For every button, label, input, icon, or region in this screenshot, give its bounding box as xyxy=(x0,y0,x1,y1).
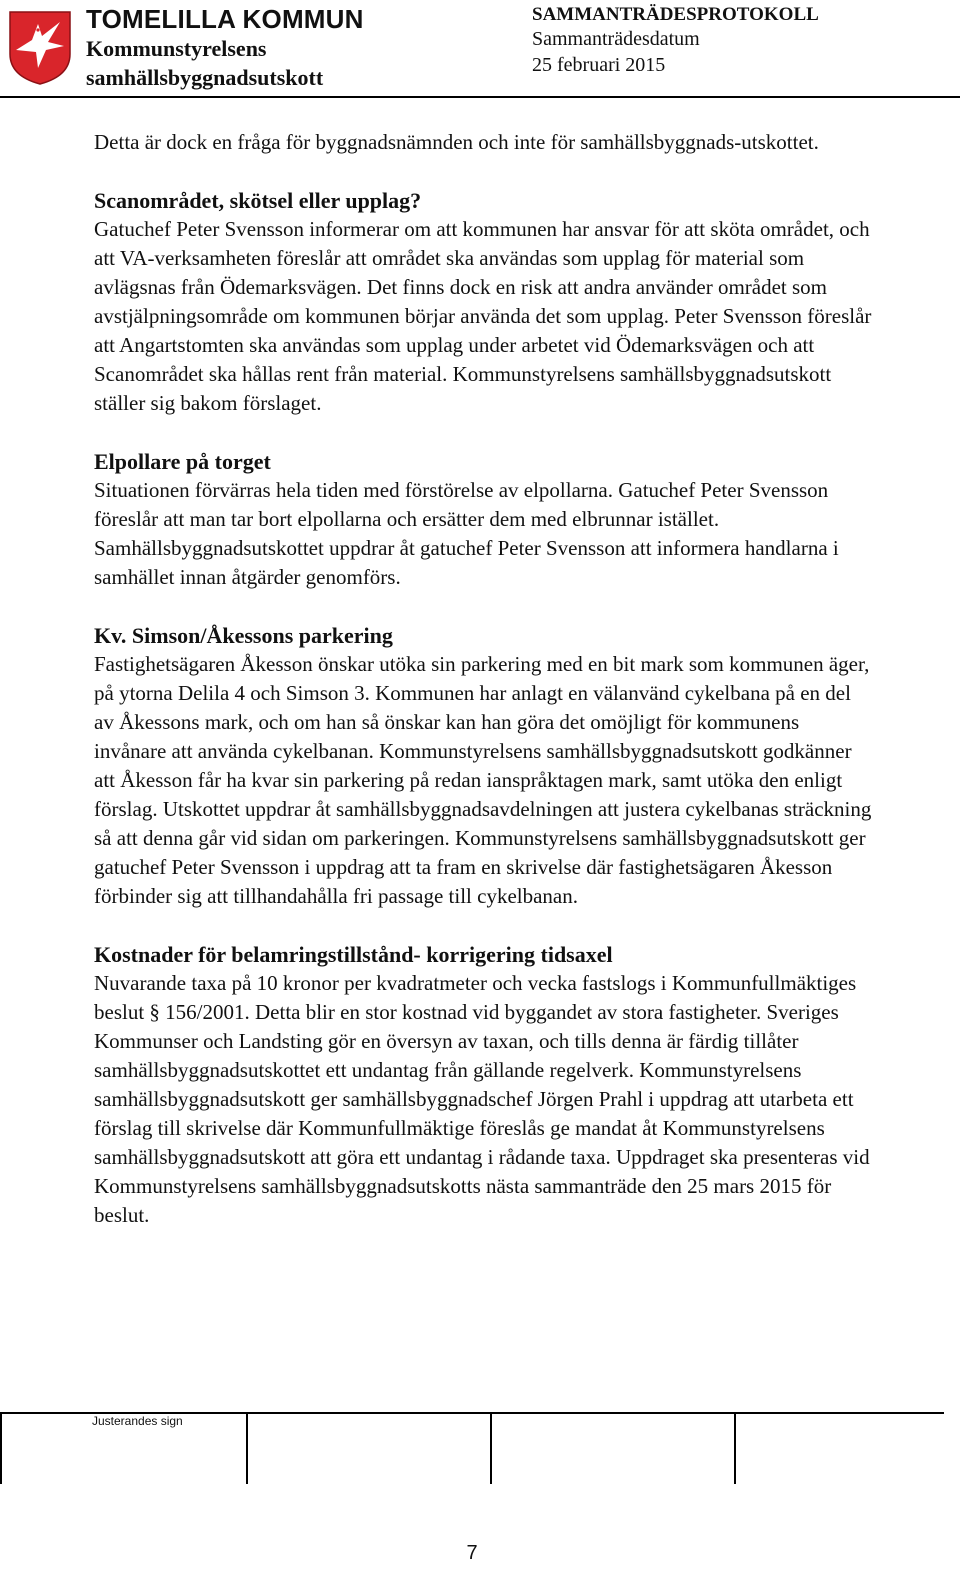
section-heading-belamringstillstand: Kostnader för belamringstillstånd- korrigering tidsaxel xyxy=(94,942,613,967)
section-body-belamringstillstand: Nuvarande taxa på 10 kronor per kvadratmeter och vecka fastslogs i Kommunfullmäktiges beslut § 156/2001. Detta blir en stor kostnad vid byggandet av stora fastigheter. Sveriges Kommunser och Landsting gör en översyn av taxan, och tills denna är färdig tillåter samhällsbyggnadsutskottet ett undantag från gällande regelverk. Kommunstyrelsens samhällsbyggnadsutskott ger samhällsbyggnadschef Jörgen Prahl i uppdrag att utarbeta ett förslag till skrivelse där Kommunfullmäktige föreslås ge mandat åt Kommunstyrelsens samhällsbyggnadsutskott att göra ett undantag i rådande taxa. Uppdraget ska presenteras vid Kommunstyrelsens samhällsbyggnadsutskotts nästa sammanträde den 25 mars 2015 för beslut. xyxy=(94,971,870,1227)
organization-name: TOMELILLA KOMMUN xyxy=(86,4,364,34)
intro-paragraph: Detta är dock en fråga för byggnadsnämnden och inte för samhällsbyggnads-utskottet. xyxy=(94,130,819,154)
page-number: 7 xyxy=(466,1542,478,1564)
signature-cell xyxy=(492,1414,736,1484)
meeting-date-label: Sammanträdesdatum xyxy=(532,28,700,50)
document-body xyxy=(94,128,874,1230)
section-body-scanomradet: Gatuchef Peter Svensson informerar om att kommunen har ansvar för att sköta området, och att VA-verksamheten föreslår att området ska användas som upplag för material som avlägsnas från Ödemarksvägen. Det finns dock en risk att andra använder området som avstjälpningsområde om kommunen börjar använda det som upplag. Peter Svensson föreslår att Angartstomten ska användas som upplag under arbetet vid Ödemarksvägen och att Scanområdet ska hållas rent från material. Kommunstyrelsens samhällsbyggnadsutskott ställer sig bakom förslaget. xyxy=(94,217,872,415)
spacer xyxy=(94,418,874,447)
organization-sub-2: samhällsbyggnadsutskott xyxy=(86,65,324,90)
section-heading-scanomradet: Scanområdet, skötsel eller upplag? xyxy=(94,188,422,213)
section-body-simson-parkering: Fastighetsägaren Åkesson önskar utöka sin parkering med en bit mark som kommunen äger, på ytorna Delila 4 och Simson 3. Kommunen har anlagt en välanvänd cykelbana på en del av Åkessons mark, och om han så önskar kan han göra det omöjligt för kommunens invånare att använda cykelbanan. Kommunstyrelsens samhällsbyggnadsutskott godkänner att Åkesson får ha kvar sin parkering på redan ianspråktagen mark, samt utöka den enligt förslag. Utskottet uppdrar åt samhällsbyggnadsavdelningen att justera cykelbanas sträckning så att denna går vid sidan om parkeringen. Kommunstyrelsens samhällsbyggnadsutskott ger gatuchef Peter Svensson i uppdrag att ta fram en skrivelse där fastighetsägaren Åkesson förbinder sig att tillhandahålla fri passage till cykelbanan. xyxy=(94,652,872,908)
signature-cell xyxy=(248,1414,492,1484)
document-header xyxy=(0,0,960,100)
spacer xyxy=(94,911,874,940)
section-heading-elpollare: Elpollare på torget xyxy=(94,449,271,474)
organization-sub-1: Kommunstyrelsens xyxy=(86,36,267,61)
spacer xyxy=(94,157,874,186)
signature-label: Justerandes sign xyxy=(92,1414,183,1428)
organization-block xyxy=(86,4,364,92)
section-body-elpollare: Situationen förvärras hela tiden med förstörelse av elpollarna. Gatuchef Peter Svensson föreslår att man tar bort elpollarna och ersätter dem med elbrunnar istället. Samhällsbyggnadsutskottet uppdrar åt gatuchef Peter Svensson att informera handlarna i samhället innan åtgärder genomförs. xyxy=(94,478,839,589)
coat-of-arms-bird-icon xyxy=(8,10,72,86)
protocol-block xyxy=(532,4,819,78)
section-heading-simson-parkering: Kv. Simson/Åkessons parkering xyxy=(94,623,393,648)
header-divider xyxy=(0,96,960,98)
spacer xyxy=(94,592,874,621)
meeting-date-value: 25 februari 2015 xyxy=(532,54,666,76)
protocol-title: SAMMANTRÄDESPROTOKOLL xyxy=(532,4,819,25)
